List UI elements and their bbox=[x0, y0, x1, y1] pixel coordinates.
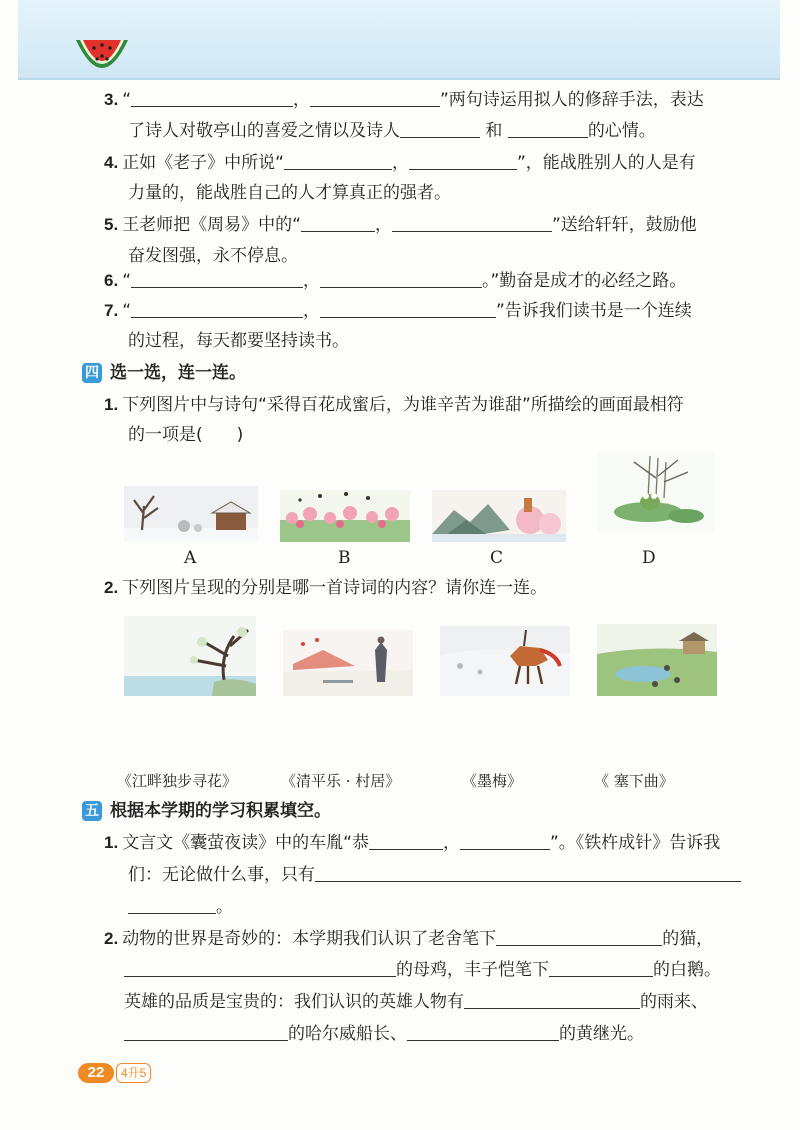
section-5-question-2-line2: 的母鸡，丰子恺笔下 的白鹅。 bbox=[124, 957, 721, 983]
question-6: 6. “ ， 。”勤奋是成才的必经之路。 bbox=[104, 271, 687, 291]
blank[interactable] bbox=[464, 990, 640, 1009]
section-5-question-1: 1. 文言文《囊萤夜读》中的车胤“恭 ， ”。《铁杵成针》告诉我 bbox=[104, 833, 721, 853]
question-5-line2: 奋发图强，永不停息。 bbox=[128, 246, 298, 266]
blank[interactable] bbox=[460, 831, 550, 850]
section-5-question-2-line4: 的哈尔威船长、 的黄继光。 bbox=[124, 1021, 644, 1047]
blank[interactable] bbox=[131, 269, 303, 288]
blank[interactable] bbox=[124, 958, 396, 977]
match-image-1[interactable] bbox=[124, 616, 256, 696]
section-5-heading: 五 根据本学期的学习积累填空。 bbox=[82, 798, 331, 824]
question-3-line2: 了诗人对敬亭山的喜爱之情以及诗人 和 的心情。 bbox=[128, 121, 656, 141]
option-label-b: B bbox=[338, 548, 351, 568]
blank[interactable] bbox=[407, 1022, 559, 1041]
blank[interactable] bbox=[128, 895, 216, 914]
question-5: 5. 王老师把《周易》中的“ ， ”送给轩轩，鼓励他 bbox=[104, 215, 697, 235]
page-number: 22 bbox=[78, 1063, 114, 1083]
grade-label: 4升5 bbox=[116, 1063, 151, 1083]
blank[interactable] bbox=[400, 119, 480, 138]
match-image-2[interactable] bbox=[283, 630, 413, 696]
blank[interactable] bbox=[131, 88, 293, 107]
section-5-question-1-line2: 们：无论做什么事，只有 bbox=[128, 862, 741, 888]
match-image-3[interactable] bbox=[440, 626, 570, 696]
blank[interactable] bbox=[284, 151, 392, 170]
section-badge: 五 bbox=[82, 801, 102, 821]
blank[interactable] bbox=[320, 299, 496, 318]
option-label-a: A bbox=[184, 548, 197, 568]
section-4-heading: 四 选一选，连一连。 bbox=[82, 360, 246, 386]
section-4-question-1: 1. 下列图片中与诗句“采得百花成蜜后，为谁辛苦为谁甜”所描绘的画面最相符 bbox=[104, 395, 684, 415]
blank[interactable] bbox=[124, 1022, 288, 1041]
section-5-question-2: 2. 动物的世界是奇妙的：本学期我们认识了老舍笔下 的猫， bbox=[104, 929, 714, 949]
blank[interactable] bbox=[409, 151, 517, 170]
blank[interactable] bbox=[310, 88, 440, 107]
blank[interactable] bbox=[131, 299, 303, 318]
blank[interactable] bbox=[301, 213, 375, 232]
blank[interactable] bbox=[315, 863, 741, 882]
option-c-image[interactable] bbox=[432, 490, 566, 542]
section-5-question-2-line3: 英雄的品质是宝贵的：我们认识的英雄人物有 的雨来、 bbox=[124, 992, 708, 1012]
section-5-question-1-line3: 。 bbox=[128, 894, 233, 920]
blank[interactable] bbox=[392, 213, 552, 232]
poem-label-4: 《 塞下曲》 bbox=[594, 772, 674, 790]
question-7-line2: 的过程，每天都要坚持读书。 bbox=[128, 331, 349, 351]
option-d-image[interactable] bbox=[598, 452, 714, 532]
match-image-4[interactable] bbox=[597, 624, 717, 696]
option-label-d: D bbox=[642, 548, 656, 568]
poem-label-1: 《江畔独步寻花》 bbox=[117, 772, 238, 790]
blank[interactable] bbox=[496, 927, 662, 946]
blank[interactable] bbox=[369, 831, 443, 850]
blank[interactable] bbox=[508, 119, 588, 138]
poem-label-3: 《墨梅》 bbox=[462, 772, 523, 790]
question-4-line2: 力量的，能战胜自己的人才算真正的强者。 bbox=[128, 183, 451, 203]
question-3: 3. “ ， ”两句诗运用拟人的修辞手法，表达 bbox=[104, 90, 704, 110]
option-b-image[interactable] bbox=[280, 490, 410, 542]
section-4-question-2: 2. 下列图片呈现的分别是哪一首诗词的内容？请你连一连。 bbox=[104, 578, 548, 598]
poem-label-2: 《清平乐 · 村居》 bbox=[281, 772, 401, 790]
option-label-c: C bbox=[490, 548, 504, 568]
blank[interactable] bbox=[320, 269, 482, 288]
question-4: 4. 正如《老子》中所说“ ， ”，能战胜别人的人是有 bbox=[104, 153, 696, 173]
question-7: 7. “ ， ”告诉我们读书是一个连续 bbox=[104, 301, 692, 321]
section-4-question-1-line2: 的一项是( ) bbox=[128, 425, 244, 445]
option-a-image[interactable] bbox=[124, 486, 258, 542]
blank[interactable] bbox=[549, 958, 653, 977]
section-badge: 四 bbox=[82, 363, 102, 383]
